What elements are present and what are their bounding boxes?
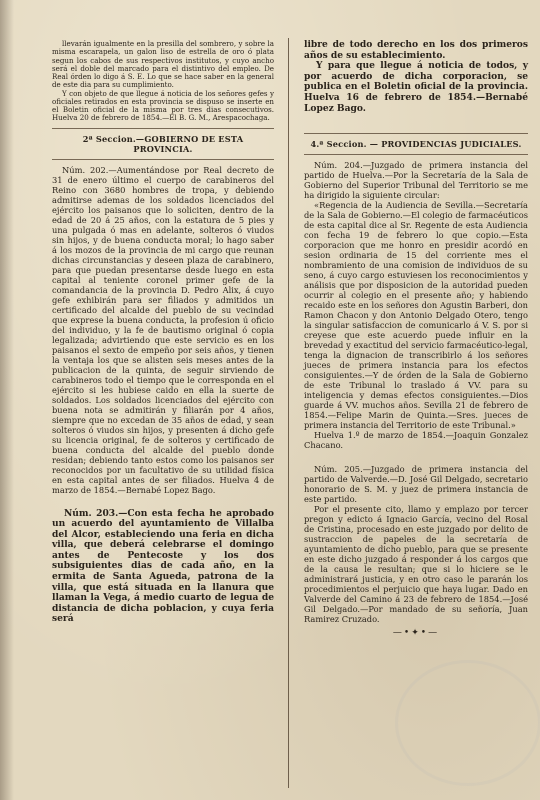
continued-article-203: libre de todo derecho en los dos primeros años de su establecimiento. — [304, 39, 528, 61]
article-205-body: Por el presente cito, llamo y emplazo por tercer pregon y edicto á Ignacio García, vecino del Rosal de Cristina, procesado en este juzgado por delito de sustraccion de papeles de la secretaría de ayuntamiento de dicho pueblo, para que se presente en este dicho juzgado á responder á los cargos que de la causa le resultan; que si lo hiciere se le administrará justicia, y en otro caso le pararán los procedimientos el perjuicio que haya lugar. Dado en Valverde del Camino á 23 de febrero de 1854.—José Gil Delgado.—Por mandado de su señoría, Juan Ramirez Cruzado. — [304, 504, 528, 625]
article-203: Núm. 203.—Con esta fecha he aprobado un acuerdo del ayuntamiento de Villalba del Alcor, estableciendo una feria en dicha villa, que deberá celebrarse el domingo antes de Pentecoste y los dos subsiguientes dias de cada año, en la ermita de Santa Agueda, patrona de la villa, que está situada en la llanura que llaman la Vega, á medio cuarto de legua de distancia de dicha poblacion, y cuya feria será — [52, 507, 274, 625]
continued-paragraph: llevarán igualmente en la presilla del sombrero, y sobre la misma escarapela, un galon liso de estrella de oro ó plata segun los cabos de sus respectivos institutos, y cuyo ancho será el doble del marcado para el distintivo del empleo. De Real órden lo digo á S. E. Lo que se hace saber en la general de este dia para su cumplimiento. — [52, 39, 274, 90]
section-rule-top — [304, 133, 528, 134]
spacer — [304, 114, 528, 128]
article-204-signature: Huelva 1.º de marzo de 1854.—Joaquin Gonzalez Chacano. — [304, 430, 528, 451]
binding-shadow — [0, 0, 14, 800]
article-205-intro: Núm. 205.—Juzgado de primera instancia del partido de Valverde.—D. José Gil Delgado, secretario honorario de S. M. y juez de primera instancia de este partido. — [304, 464, 528, 505]
article-203-closing: Y para que llegue á noticia de todos, y por acuerdo de dicha corporacion, se publica en el Boletin oficial de la provincia. Huelva 16 de febrero de 1854.—Bernabé Lopez Bago. — [304, 60, 528, 114]
left-column — [52, 40, 274, 625]
column-divider — [288, 38, 289, 788]
right-column — [304, 40, 528, 642]
end-ornament: —•✦•— — [392, 628, 440, 639]
article-202: Núm. 202.—Aumentándose por Real decreto de 31 de enero último el cuerpo de carabineros del Reino con 3680 hombres de tropa, y debiendo admitirse ademas de los soldados licenciados del ejército los paisanos que lo soliciten, dentro de la edad de 20 á 25 años, con la estatura de 5 pies y una pulgada ó mas en adelante, solteros ó viudos sin hijos, y de buena conducta moral; lo hago saber á los mozos de la provincia de mi cargo que reunan dichas circunstancias y deseen plaza de carabinero, para que puedan presentarse desde luego en esta capital al teniente coronel primer gefe de la comandancia de la provincia D. Pedro Alix, á cuyo gefe exhibirán para ser filiados y admitidos un certificado del alcalde del pueblo de su vecindad que exprese la buena conducta, la profesion ú oficio del individuo, y la fe de bautismo original ó copia legalizada; advirtiendo que este servicio es en los paisanos el sexto de empeño por seis años, y tienen la ventaja los que se alisten seis meses antes de la publicacion de la quinta, de seguir sirviendo de carabineros todo el tiempo que le corresponda en el ejército si les hubiese caido en ella la suerte de soldados. Los soldados licenciados del ejército con buena nota se admitirán y filiarán por 4 años, siempre que no excedan de 35 años de edad, y sean solteros ó viudos sin hijos, y presenten á dicho gefe su licencia original, fe de solteros y certificado de buena conducta del alcalde del pueblo donde residan; debiendo tanto estos como los paisanos ser reconocidos por un facultativo de su utilidad física en esta capital antes de ser filiados. Huelva 4 de marzo de 1854.—Bernabé Lopez Bago. — [52, 164, 274, 495]
article-204-circular: «Regencia de la Audiencia de Sevilla.—Secretaría de la Sala de Gobierno.—El colegio de farmacéuticos de esta capital dice al Sr. Regente de esta Audiencia con fecha 19 de febrero lo que copio.—Esta corporacion que me honro en presidir acordó en sesion ordinaria de 15 del corriente mes el nombramiento de una comision de individuos de su seno, á cuyo cargo estuviesen los reconocimientos y análisis que por disposicion de la autoridad pueden ocurrir al colegio en el presente año; y habiendo recaido este en los señores don Agustin Barberi, don Ramon Chacon y don Antonio Delgado Otero, tengo la singular satisfaccion de comunicarlo á V. S. por si creyese que este acuerdo puede influir en la brevedad y exactitud del servicio farmacéutico-legal, tenga la dignacion de transcribirlo á los señores jueces de primera instancia para los efectos consiguientes.—Y de órden de la Sala de Gobierno de este Tribunal lo traslado á VV. para su inteligencia y demas efectos consiguientes.—Dios guarde á VV. muchos años. Sevilla 21 de febrero de 1854.—Felipe Marin de Quinta.—Sres. jueces de primera instancia del Territorio de este Tribunal.» — [304, 200, 528, 431]
spacer — [52, 495, 274, 509]
watermark-stamp — [395, 660, 540, 786]
spacer — [304, 450, 528, 464]
notice-paragraph: Y con objeto de que llegue á noticia de los señores gefes y oficiales retirados en esta provincia se dispuso se inserte en el Boletin oficial de la misma por tres dias consecutivos. Huelva 20 de febrero de 1854.—El B. G. M., Arespacochaga. — [52, 88, 274, 123]
section-rule-bottom — [304, 154, 528, 155]
section-rule-bottom — [52, 159, 274, 160]
section-title-gobierno: 2ª Seccion.—GOBIERNO DE ESTA PROVINCIA. — [82, 133, 244, 154]
section-title-judiciales: 4.ª Seccion. — PROVIDENCIAS JUDICIALES. — [310, 139, 522, 150]
section-rule-top — [52, 128, 274, 129]
article-204-intro: Núm. 204.—Juzgado de primera instancia del partido de Huelva.—Por la Secretaría de la Sala de Gobierno del Superior Tribunal del Territorio se me ha dirigido la siguiente circular: — [304, 160, 528, 201]
